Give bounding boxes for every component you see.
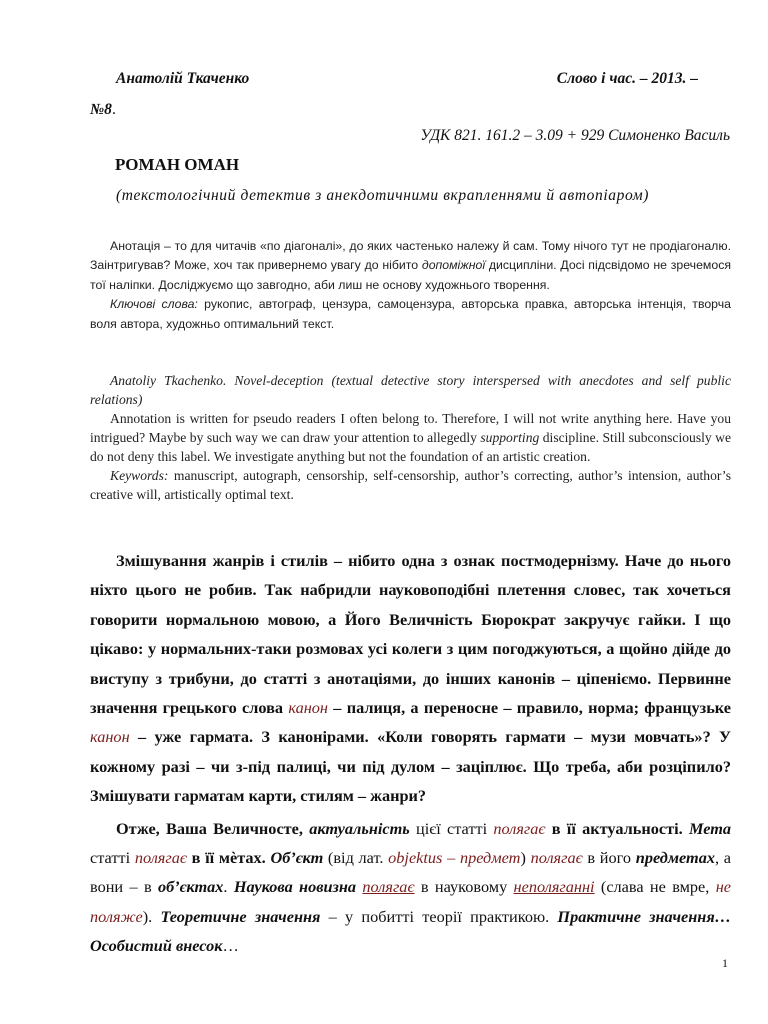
annotation-en-title: Anatoliy Tkachenko. Novel-deception (textual detective story interspersed with anecdotes and self public relations) xyxy=(90,373,731,407)
body-text: – уже гармата. З канонірами. «Коли говорять гармати – музи мовчать»? У кожному разі – чи з-під палиці, чи під дулом – заціплює. Що треба, аби розціпило? Змішувати гарматам карти, стилям – жанри? xyxy=(90,727,731,806)
annotation-ukrainian xyxy=(90,237,731,334)
term-actuality: актуальність xyxy=(309,818,410,838)
term-kanon: канон xyxy=(90,727,130,747)
term-meta: Мета xyxy=(688,818,732,838)
body-text: статті xyxy=(90,848,135,868)
page-number: 1 xyxy=(722,956,728,970)
body-text: ) xyxy=(520,848,531,868)
issue-number xyxy=(90,101,116,119)
body-text: ). xyxy=(142,906,161,926)
keywords-ua-label: Ключові слова: xyxy=(110,297,198,312)
keywords-en-label: Keywords: xyxy=(110,468,169,483)
annotation-ua-part: дисципліни. Досі підсвідомо не зречемося тої наліпки. Досліджуємо що завгодно, аби лиш не основу художнього творення. xyxy=(90,258,732,292)
keywords-en-text: manuscript, autograph, censorship, self-censorship, author’s correcting, author’s intension, author’s creative will, artistically optimal text. xyxy=(90,468,731,502)
body-text: в його xyxy=(582,848,636,868)
body-text: в її актуальності. xyxy=(545,818,689,838)
annotation-en-italic: supporting xyxy=(480,430,540,445)
issue-number-text: №8 xyxy=(90,101,112,118)
body-paragraph-1 xyxy=(90,546,731,811)
annotation-ua-part: Анотація – то для читачів «по діагоналі», до яких частенько належу й сам. Тому нічого тут не продіагоналю. Заінтригував? Може, хоч так привернемо увагу до нібито xyxy=(90,239,731,273)
annotation-en-part: discipline. Still subconsciously we do not deny this label. We investigate anything but not the foundation of an artistic creation. xyxy=(90,430,731,464)
keywords-ua-text: рукопис, автограф, цензура, самоцензура, авторська правка, авторська інтенція, творча воля автора, художньо оптимальний текст. xyxy=(90,297,731,331)
body-text: … xyxy=(222,936,239,956)
term-nepolyagannya: неполяганні xyxy=(513,877,595,897)
term-novelty: Наукова новизна xyxy=(233,877,357,897)
body-text: , а вони – в xyxy=(90,848,731,897)
annotation-english xyxy=(90,371,731,504)
body-text: (слава не вмре, xyxy=(594,877,716,897)
annotation-ua-text xyxy=(90,237,731,295)
body-text: – палиця, а переносне – правило, норма; французьке xyxy=(328,698,732,718)
body-text: – у побитті теорії практикою. xyxy=(320,906,558,926)
body-text: в науковому xyxy=(414,877,514,897)
annotation-en-part: Annotation is written for pseudo readers I often belong to. Therefore, I will not write anything here. Have you intrigued? Maybe by such way we can draw your attention to allegedly xyxy=(90,411,731,445)
keywords-en xyxy=(90,466,731,504)
term-object: Об’єкт xyxy=(270,848,324,868)
term-theoretical: Теоретичне значення xyxy=(160,906,321,926)
author-name: Анатолій Ткаченко xyxy=(116,70,250,87)
body-text: в її мѐтах. xyxy=(186,848,271,868)
annotation-ua-italic: допоміжної xyxy=(421,258,486,273)
journal-reference: Слово і час. – 2013. – xyxy=(556,70,698,87)
udk-code: УДК 821. 161.2 – 3.09 + 929 Симоненко Василь xyxy=(420,127,730,144)
term-latin: objektus – предмет xyxy=(388,848,521,868)
body-paragraph-2 xyxy=(90,814,731,961)
term-kanon: канон xyxy=(288,698,329,718)
issue-dot: . xyxy=(111,101,116,118)
term-practical: Практичне значення… Особистий внесок xyxy=(90,906,732,956)
article-body xyxy=(90,546,731,961)
term-polyagaye-underlined: полягає xyxy=(362,877,415,897)
term-ne-polyazhe: не поляже xyxy=(90,877,731,926)
body-text: Отже, Ваша Величносте, xyxy=(116,818,310,838)
annotation-en-text xyxy=(90,409,731,466)
body-text: цієї статті xyxy=(409,818,494,838)
article-subtitle: (текстологічний детектив з анекдотичними вкрапленнями й автопіаром) xyxy=(116,187,649,204)
body-text: (від лат. xyxy=(323,848,389,868)
term-polyagaye: полягає xyxy=(530,848,583,868)
term-subjects: предметах xyxy=(635,848,715,868)
keywords-ua xyxy=(90,295,731,334)
term-polyagaye: полягає xyxy=(134,848,187,868)
body-text: Змішування жанрів і стилів – нібито одна з ознак постмодернізму. Наче до нього ніхто цього не робив. Так набридли науковоподібні плетення словес, так хочеться говорити нормальною мовою, а Його Величність Бюрократ закручує гайки. І що цікаво: у нормальних-таки розмовах усі колеги з цим погоджуються, а щойно дійде до виступу з трибуни, до статті з анотаціями, до інших канонів – ціпеніємо. Первинне значення грецького слова xyxy=(90,551,731,718)
article-title: РОМАН ОМАН xyxy=(115,155,240,174)
term-objects: об’єктах xyxy=(157,877,224,897)
term-polyagaye: полягає xyxy=(493,818,546,838)
body-text: . xyxy=(223,877,234,897)
